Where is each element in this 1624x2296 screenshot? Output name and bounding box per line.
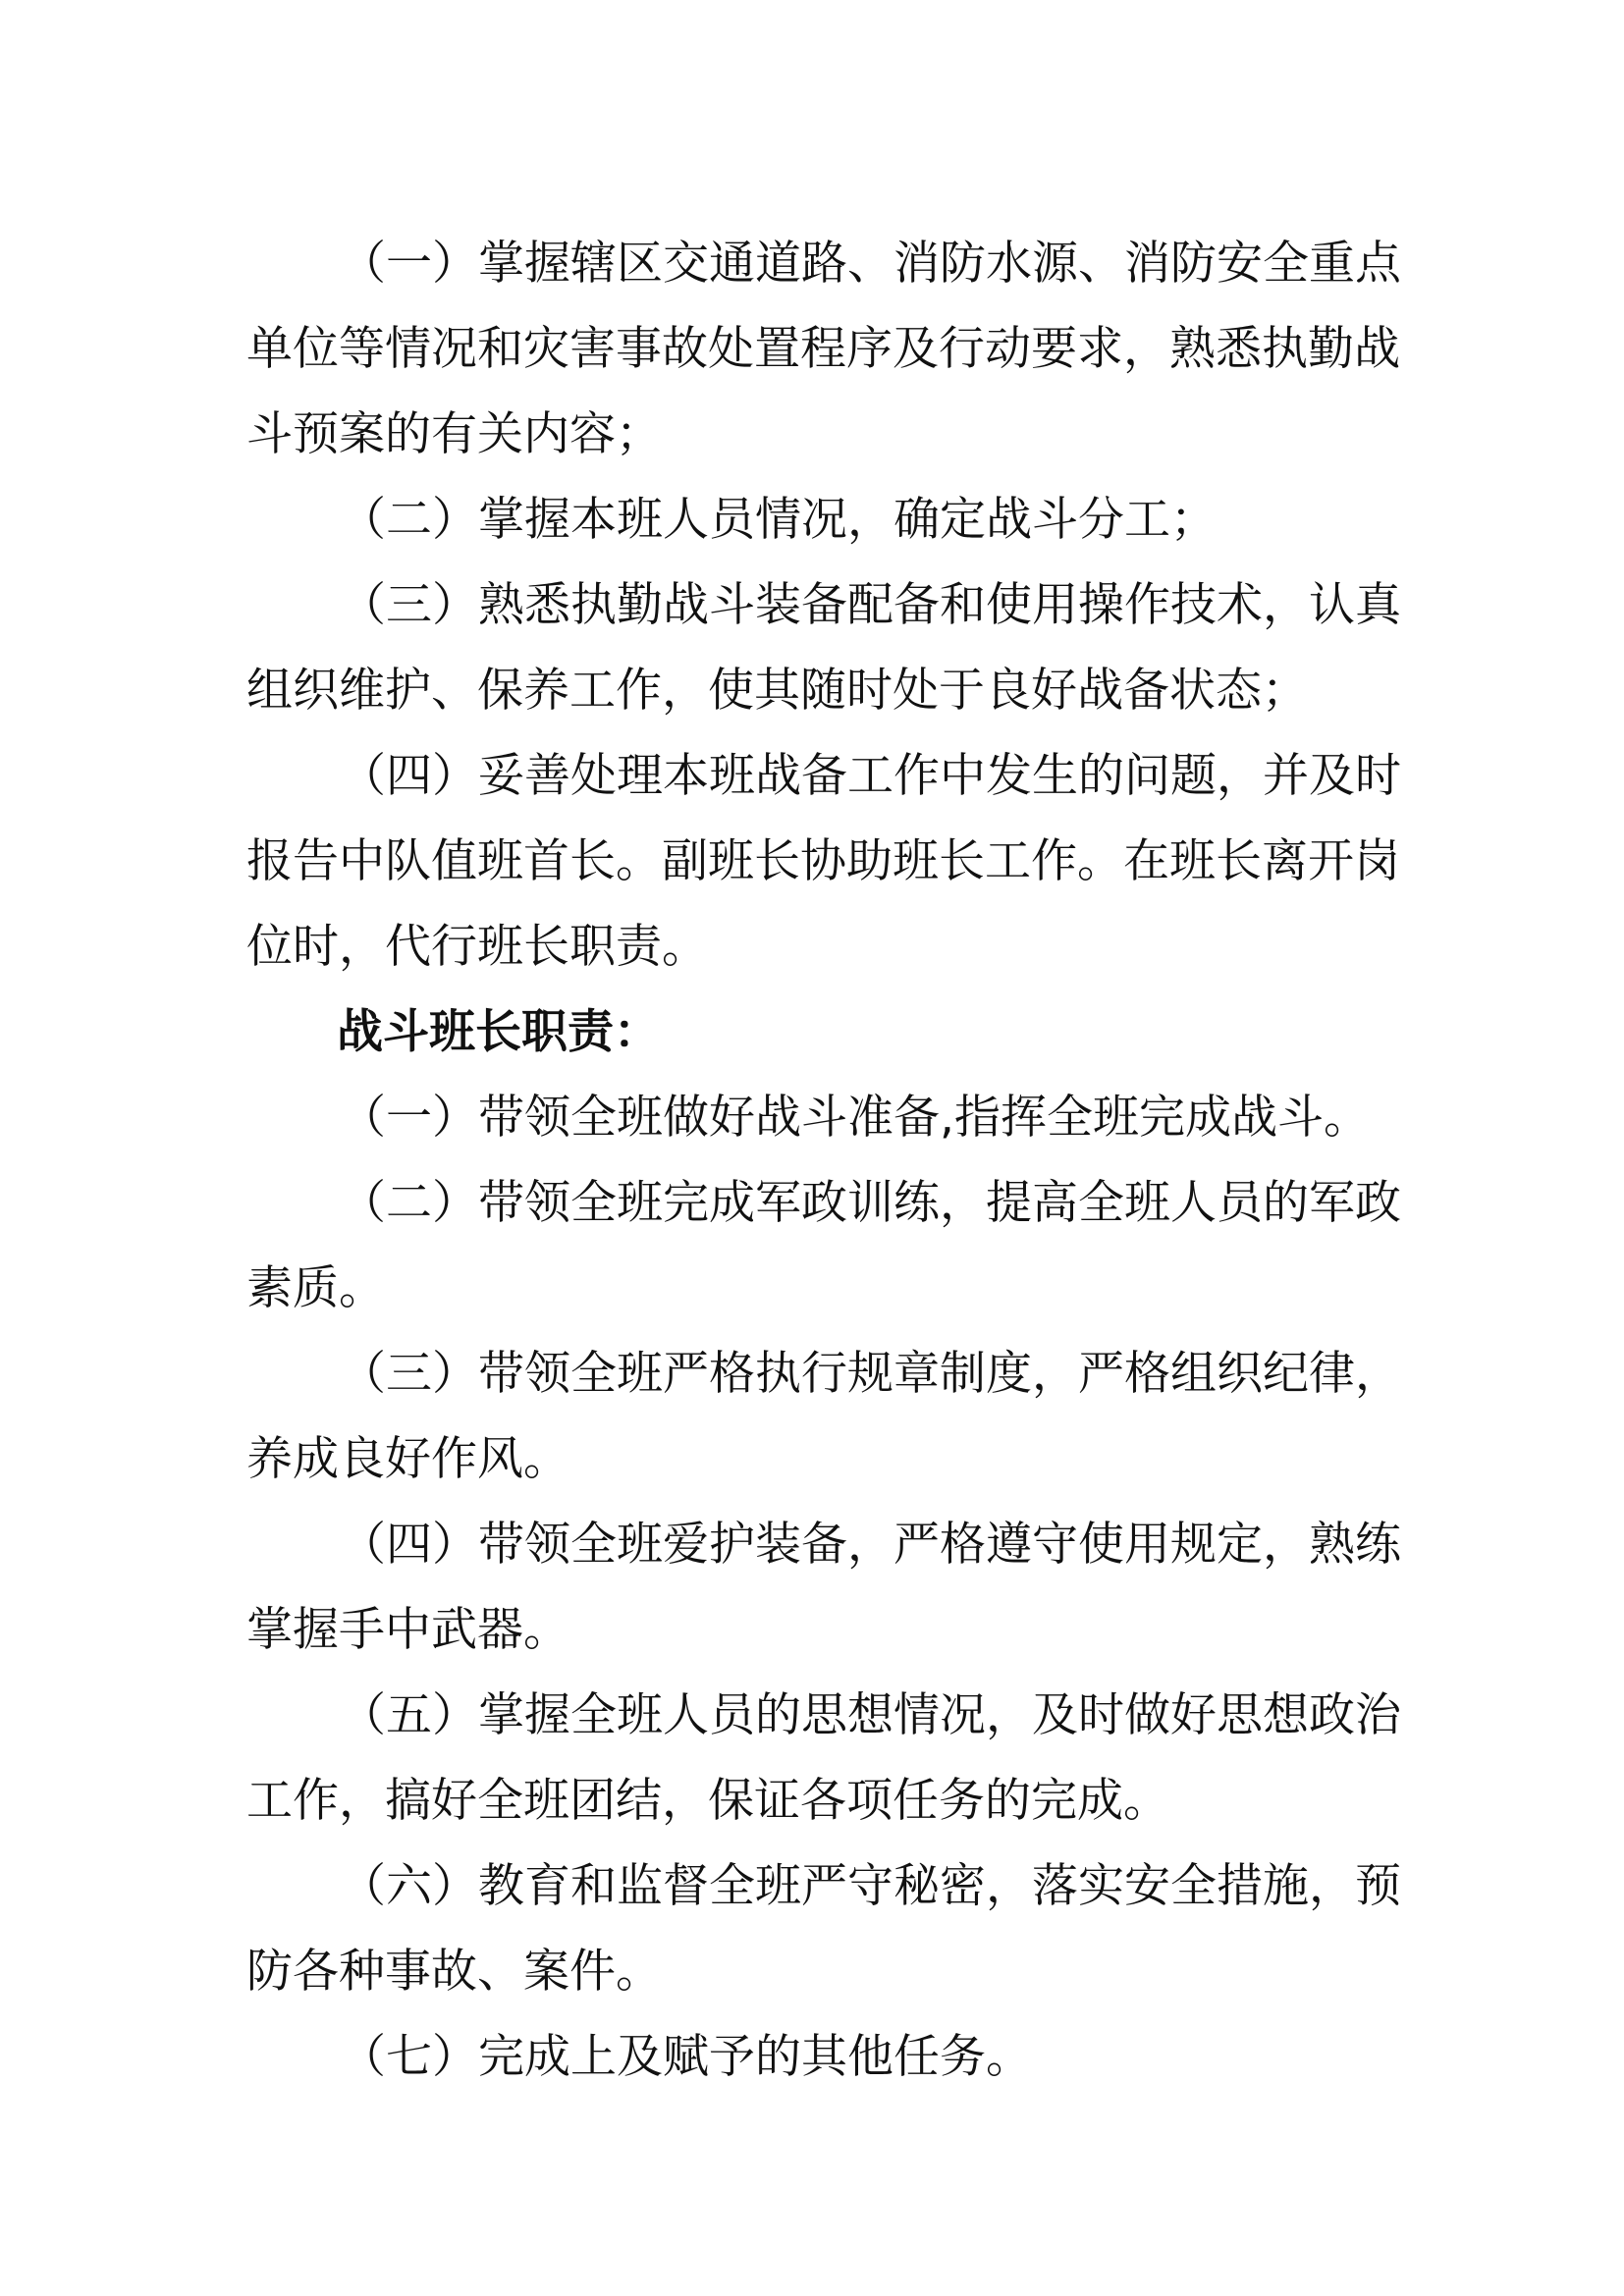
paragraph-line: （七）完成上及赋予的其他任务。 bbox=[340, 2030, 1032, 2084]
section-heading: 战斗班长职责： bbox=[337, 1005, 660, 1059]
paragraph-line: （一）掌握辖区交通道路、消防水源、消防安全重点 bbox=[340, 237, 1401, 291]
paragraph-line: 工作，搞好全班团结，保证各项任务的完成。 bbox=[246, 1774, 1169, 1828]
paragraph-line: （三）熟悉执勤战斗装备配备和使用操作技术，认真 bbox=[340, 578, 1401, 632]
paragraph-line: 单位等情况和灾害事故处置程序及行动要求，熟悉执勤战 bbox=[246, 322, 1400, 376]
paragraph-line: 报告中队值班首长。副班长协助班长工作。在班长离开岗 bbox=[246, 834, 1400, 888]
paragraph-line: （二）带领全班完成军政训练，提高全班人员的军政 bbox=[340, 1176, 1401, 1230]
paragraph-line: （五）掌握全班人员的思想情况，及时做好思想政治 bbox=[340, 1688, 1401, 1742]
paragraph-line: （四）妥善处理本班战备工作中发生的问题，并及时 bbox=[340, 749, 1401, 803]
paragraph-line: 养成良好作风。 bbox=[246, 1432, 569, 1486]
paragraph-line: 防各种事故、案件。 bbox=[246, 1945, 662, 1999]
paragraph-line: 素质。 bbox=[246, 1261, 385, 1315]
paragraph-line: 掌握手中武器。 bbox=[246, 1603, 569, 1657]
paragraph-line: 组织维护、保养工作，使其随时处于良好战备状态； bbox=[246, 664, 1308, 718]
paragraph-line: （六）教育和监督全班严守秘密，落实安全措施，预 bbox=[340, 1859, 1401, 1913]
paragraph-line: （四）带领全班爱护装备，严格遵守使用规定，熟练 bbox=[340, 1518, 1401, 1572]
document-body bbox=[246, 221, 1401, 2100]
paragraph-line: （三）带领全班严格执行规章制度，严格组织纪律， bbox=[340, 1347, 1401, 1401]
paragraph-line: 斗预案的有关内容； bbox=[246, 407, 662, 461]
paragraph-line: 位时，代行班长职责。 bbox=[246, 920, 708, 974]
paragraph-line: （一）带领全班做好战斗准备,指挥全班完成战斗。 bbox=[340, 1091, 1370, 1145]
paragraph-line: （二）掌握本班人员情况，确定战斗分工； bbox=[340, 493, 1217, 547]
